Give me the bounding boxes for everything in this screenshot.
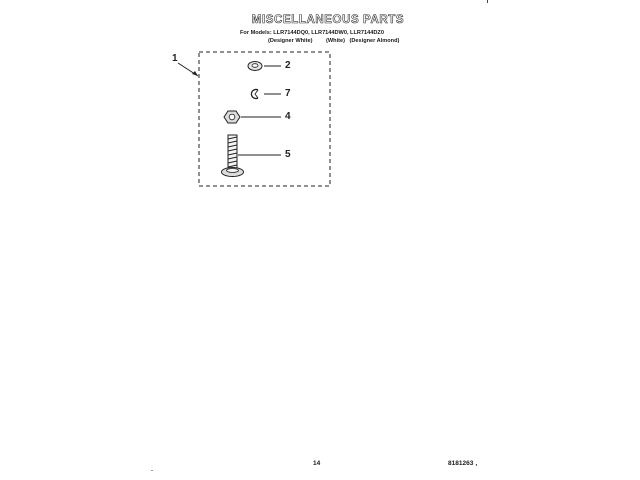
callout-4: 4 bbox=[285, 111, 291, 122]
models-label: For Models: bbox=[240, 30, 272, 36]
screw-icon bbox=[222, 135, 244, 177]
callout-2: 2 bbox=[285, 60, 291, 71]
variant-designer-white: (Designer White) bbox=[268, 38, 313, 44]
callout-1: 1 bbox=[172, 53, 178, 64]
callout-5: 5 bbox=[285, 149, 291, 160]
washer-icon bbox=[248, 62, 262, 71]
callout-7: 7 bbox=[285, 88, 291, 99]
doc-code-suffix: , bbox=[475, 460, 478, 467]
scan-mark-top bbox=[487, 0, 488, 3]
page-number: 14 bbox=[313, 460, 321, 467]
scan-mark-bottom bbox=[151, 470, 153, 471]
kit-boundary bbox=[199, 52, 330, 186]
nut-icon bbox=[224, 111, 240, 123]
variant-designer-almond: (Designer Almond) bbox=[349, 38, 400, 44]
clip-icon bbox=[251, 90, 258, 99]
variant-white: (White) bbox=[326, 38, 345, 44]
page-title: MISCELLANEOUS PARTS bbox=[251, 14, 405, 26]
doc-code-value: 8181263 bbox=[448, 460, 474, 467]
models-list: LLR7144DQ0, LLR7144DW0, LLR7144DZ0 bbox=[273, 30, 384, 36]
doc-code bbox=[448, 460, 477, 467]
